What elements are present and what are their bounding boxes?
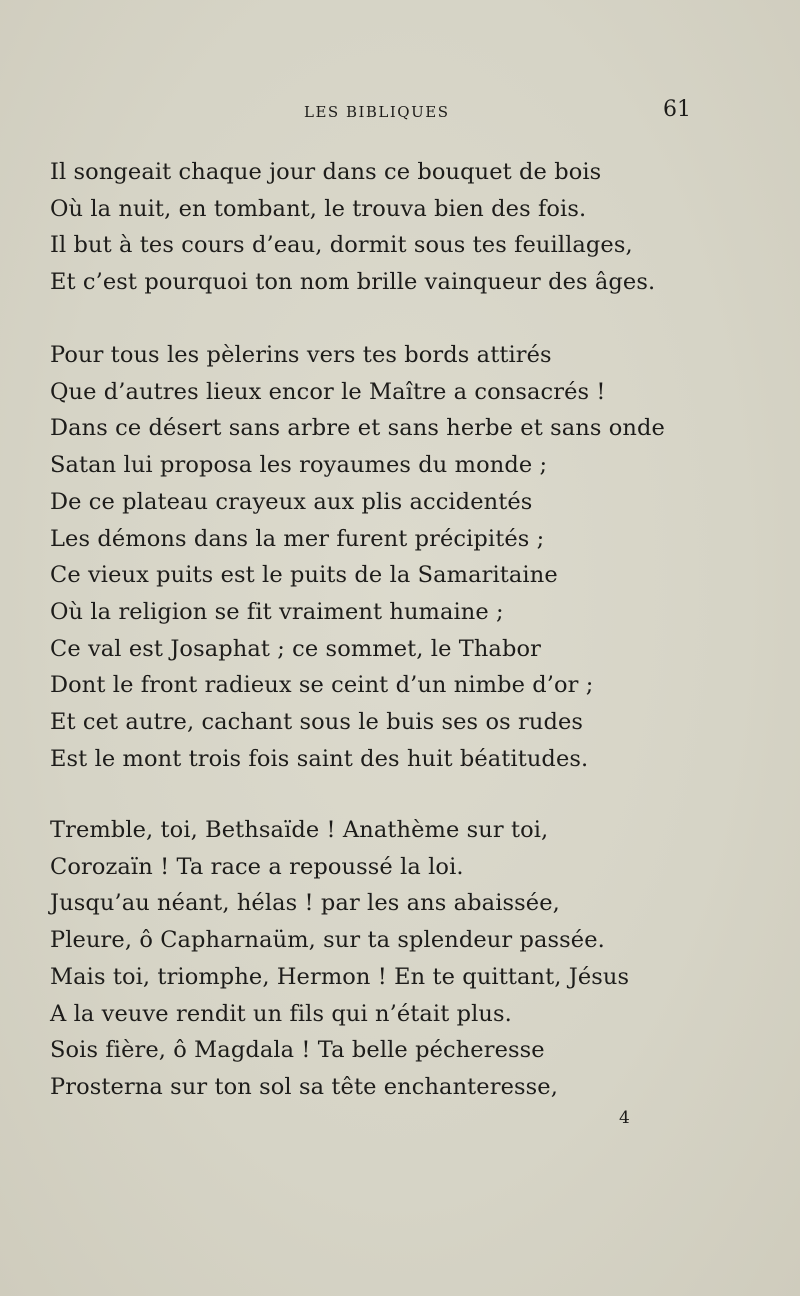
verse-line: Corozaïn ! Ta race a repoussé la loi. — [50, 853, 464, 880]
verse-line: Dans ce désert sans arbre et sans herbe et sans onde — [50, 415, 665, 442]
verse-line: Satan lui proposa les royaumes du monde ; — [50, 452, 548, 479]
verse-line: Prosterna sur ton sol sa tête enchanteresse, — [50, 1073, 558, 1100]
stanza-3 — [50, 812, 750, 1106]
verse-line: Où la nuit, en tombant, le trouva bien des fois. — [50, 195, 587, 222]
verse-line: Jusqu’au néant, hélas ! par les ans abaissée, — [50, 890, 560, 917]
verse-line: Est le mont trois fois saint des huit béatitudes. — [50, 745, 589, 772]
verse-line: Où la religion se fit vraiment humaine ; — [50, 598, 504, 625]
verse-line: Tremble, toi, Bethsaïde ! Anathème sur toi, — [50, 817, 549, 843]
verse-line: Il but à tes cours d’eau, dormit sous tes feuillages, — [50, 232, 633, 259]
verse-line: Que d’autres lieux encor le Maître a consacrés ! — [50, 378, 606, 405]
verse-line: De ce plateau crayeux aux plis accidentés — [50, 488, 533, 515]
verse-line: Ce val est Josaphat ; ce sommet, le Thabor — [50, 635, 541, 662]
verse-line: A la veuve rendit un fils qui n’était plus. — [50, 1000, 512, 1027]
stanza-1 — [50, 154, 750, 301]
verse-line: Mais toi, triomphe, Hermon ! En te quittant, Jésus — [50, 963, 630, 990]
verse-line: Dont le front radieux se ceint d’un nimbe d’or ; — [50, 672, 594, 699]
running-head: LES BIBLIQUES — [304, 103, 450, 121]
stanza-2 — [50, 337, 750, 777]
verse-line: Pleure, ô Capharnaüm, sur ta splendeur passée. — [50, 927, 605, 954]
verse-line: Pour tous les pèlerins vers tes bords attirés — [50, 342, 552, 368]
verse-line: Les démons dans la mer furent précipités ; — [50, 525, 545, 552]
page-header — [0, 97, 800, 127]
verse-line: Sois fière, ô Magdala ! Ta belle pécheresse — [50, 1037, 545, 1064]
verse-line: Il songeait chaque jour dans ce bouquet de bois — [50, 159, 602, 185]
signature-mark: 4 — [619, 1108, 630, 1128]
page-number: 61 — [663, 97, 691, 122]
verse-line: Ce vieux puits est le puits de la Samaritaine — [50, 562, 558, 589]
verse-line: Et cet autre, cachant sous le buis ses os rudes — [50, 709, 584, 736]
verse-line: Et c’est pourquoi ton nom brille vainqueur des âges. — [50, 269, 656, 296]
